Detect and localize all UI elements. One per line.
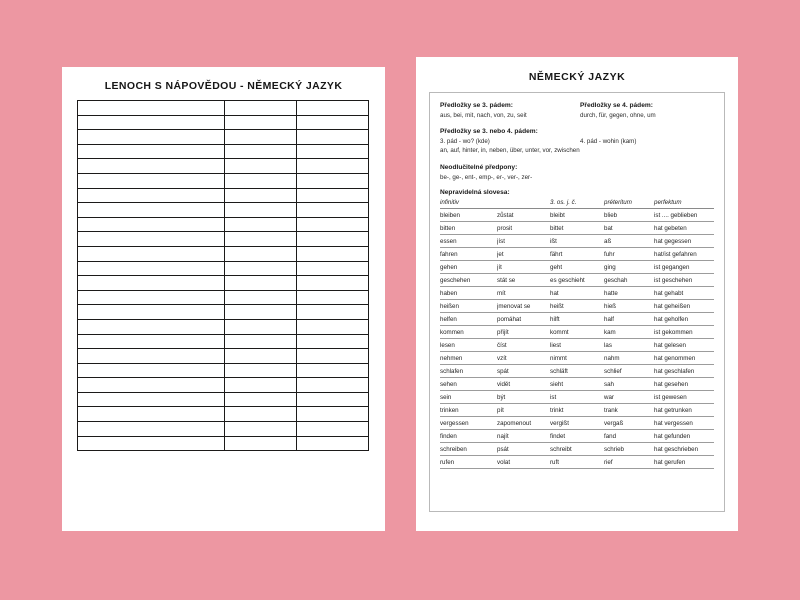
blank-grid-cell[interactable] — [225, 290, 297, 305]
verb-table-cell: přijít — [497, 326, 550, 339]
blank-grid-cell[interactable] — [297, 188, 369, 203]
blank-grid-row[interactable] — [78, 363, 369, 378]
verb-table-row — [440, 378, 714, 391]
prepositions-section — [440, 101, 714, 120]
verb-table-cell: hat/ist gefahren — [654, 248, 714, 261]
verb-table-cell: helfen — [440, 313, 497, 326]
prep-3or4-heading: Předložky se 3. nebo 4. pádem: — [440, 128, 538, 136]
blank-grid-cell[interactable] — [225, 144, 297, 159]
verb-table-cell: mít — [497, 287, 550, 300]
verb-table-cell: schläft — [550, 365, 604, 378]
verb-table-cell: ruft — [550, 456, 604, 469]
verb-table-cell: geschehen — [440, 274, 497, 287]
blank-grid-cell[interactable] — [225, 246, 297, 261]
blank-grid-body — [78, 101, 369, 451]
blank-grid-row[interactable] — [78, 173, 369, 188]
verb-table-column-header-4: perfektum — [654, 199, 714, 209]
irregular-verbs-section — [440, 189, 714, 469]
verb-table-cell: pít — [497, 404, 550, 417]
blank-grid-cell[interactable] — [297, 334, 369, 349]
verb-table-cell: las — [604, 339, 654, 352]
verb-table-row — [440, 261, 714, 274]
verb-table-cell: hat gesehen — [654, 378, 714, 391]
verb-table-row — [440, 248, 714, 261]
verb-table-cell: nehmen — [440, 352, 497, 365]
prepositions-values-row — [440, 111, 714, 120]
verb-table-row — [440, 404, 714, 417]
blank-grid-row[interactable] — [78, 144, 369, 159]
blank-grid-row[interactable] — [78, 436, 369, 451]
verb-table-cell: jmenovat se — [497, 300, 550, 313]
verb-table-cell: kam — [604, 326, 654, 339]
right-page-title: NĚMECKÝ JAZYK — [528, 71, 626, 83]
verb-table-cell: bat — [604, 222, 654, 235]
verb-table-cell: lesen — [440, 339, 497, 352]
blank-grid-cell[interactable] — [297, 349, 369, 364]
blank-grid-cell[interactable] — [225, 349, 297, 364]
blank-grid-cell[interactable] — [297, 422, 369, 437]
blank-grid-cell[interactable] — [297, 246, 369, 261]
blank-grid-row[interactable] — [78, 115, 369, 130]
prep-accusative-values: durch, für, gegen, ohne, um — [580, 111, 656, 119]
spacer-2 — [440, 156, 714, 163]
blank-grid-cell[interactable] — [78, 144, 225, 159]
verb-table-column-header-2: 3. os. j. č. — [550, 199, 604, 209]
prep-accusative-heading: Předložky se 4. pádem: — [580, 102, 653, 109]
blank-grid-cell[interactable] — [78, 101, 225, 116]
blank-grid-cell[interactable] — [297, 392, 369, 407]
blank-grid-cell[interactable] — [78, 130, 225, 145]
blank-grid-cell[interactable] — [78, 203, 225, 218]
verb-table-cell: jíst — [497, 235, 550, 248]
blank-grid-cell[interactable] — [78, 276, 225, 291]
blank-grid-cell[interactable] — [225, 261, 297, 276]
verb-table-cell: gehen — [440, 261, 497, 274]
verb-table-cell: hat gefunden — [654, 430, 714, 443]
verb-table-cell: schlafen — [440, 365, 497, 378]
verb-table-row — [440, 417, 714, 430]
blank-grid-cell[interactable] — [225, 173, 297, 188]
verb-table-cell: hat gehabt — [654, 287, 714, 300]
blank-grid-cell[interactable] — [225, 436, 297, 451]
verb-table-cell: trinkt — [550, 404, 604, 417]
verb-table-cell: být — [497, 391, 550, 404]
blank-grid-cell[interactable] — [297, 319, 369, 334]
verb-table-cell: prosit — [497, 222, 550, 235]
verb-table-cell: sah — [604, 378, 654, 391]
blank-grid-cell[interactable] — [297, 144, 369, 159]
blank-grid-row[interactable] — [78, 290, 369, 305]
blank-grid-cell[interactable] — [297, 305, 369, 320]
blank-grid-cell[interactable] — [225, 232, 297, 247]
verb-table-cell: schlief — [604, 365, 654, 378]
verb-table-cell: trank — [604, 404, 654, 417]
verb-table-row — [440, 274, 714, 287]
verb-table-cell: bitten — [440, 222, 497, 235]
verb-table-row — [440, 235, 714, 248]
verb-table-cell: spát — [497, 365, 550, 378]
blank-grid-row[interactable] — [78, 407, 369, 422]
verb-table-cell: vergaß — [604, 417, 654, 430]
verb-table-row — [440, 326, 714, 339]
blank-grid-cell[interactable] — [78, 305, 225, 320]
blank-grid-row[interactable] — [78, 334, 369, 349]
verb-table-cell: hat gerufen — [654, 456, 714, 469]
prep-case3-label: 3. pád - wo? (kde) — [440, 138, 490, 146]
left-page-title: LENOCH S NÁPOVĚDOU - NĚMECKÝ JAZYK — [104, 80, 343, 92]
verb-table-cell: ißt — [550, 235, 604, 248]
blank-grid-row[interactable] — [78, 349, 369, 364]
verb-table-cell: vergißt — [550, 417, 604, 430]
verb-table-cell: sein — [440, 391, 497, 404]
verb-table-cell: pomáhat — [497, 313, 550, 326]
verb-table-cell: vidět — [497, 378, 550, 391]
verb-table-cell: blieb — [604, 209, 654, 222]
verb-table-cell: schrieb — [604, 443, 654, 456]
blank-grid-cell[interactable] — [297, 232, 369, 247]
verb-table-cell: war — [604, 391, 654, 404]
verb-table-cell: fuhr — [604, 248, 654, 261]
blank-grid-cell[interactable] — [297, 290, 369, 305]
verb-table-row — [440, 222, 714, 235]
reference-content-box — [429, 92, 725, 512]
prepositions-heading-row — [440, 101, 714, 111]
blank-grid-cell[interactable] — [78, 363, 225, 378]
blank-grid-row[interactable] — [78, 217, 369, 232]
verb-table-cell: hilft — [550, 313, 604, 326]
blank-grid-row[interactable] — [78, 422, 369, 437]
verb-table-row — [440, 287, 714, 300]
blank-grid-row[interactable] — [78, 319, 369, 334]
blank-grid-cell[interactable] — [78, 349, 225, 364]
verb-table-row — [440, 391, 714, 404]
blank-grid-cell[interactable] — [225, 363, 297, 378]
prepositions-3or4-section — [440, 127, 714, 155]
verb-table-cell: kommt — [550, 326, 604, 339]
blank-grid-cell[interactable] — [297, 203, 369, 218]
verb-table-cell: ist — [550, 391, 604, 404]
irregular-verbs-table — [440, 199, 714, 469]
blank-grid-cell[interactable] — [297, 378, 369, 393]
blank-grid-row[interactable] — [78, 159, 369, 174]
prep-3or4-list: an, auf, hinter, in, neben, über, unter, vor, zwischen — [440, 147, 580, 155]
verb-table-cell: fahren — [440, 248, 497, 261]
verb-table-cell: ist geschehen — [654, 274, 714, 287]
verb-table-cell: číst — [497, 339, 550, 352]
verb-table-header-row — [440, 199, 714, 209]
verb-table-cell: rufen — [440, 456, 497, 469]
verb-table-cell: sieht — [550, 378, 604, 391]
blank-grid-cell[interactable] — [225, 203, 297, 218]
verb-table-row — [440, 365, 714, 378]
verb-table-cell: trinken — [440, 404, 497, 417]
verb-table-cell: essen — [440, 235, 497, 248]
verb-table-row — [440, 339, 714, 352]
verb-table-row — [440, 209, 714, 222]
verb-table-row — [440, 352, 714, 365]
blank-grid-cell[interactable] — [225, 305, 297, 320]
blank-grid-cell[interactable] — [297, 173, 369, 188]
verb-table-cell: hat geschlafen — [654, 365, 714, 378]
blank-grid-cell[interactable] — [297, 115, 369, 130]
blank-grid-cell[interactable] — [78, 290, 225, 305]
verb-table-column-header-0: infinitiv — [440, 199, 497, 209]
prep-3or4-case-row — [440, 137, 714, 146]
verb-table-cell: ist gewesen — [654, 391, 714, 404]
left-page-sheet — [62, 67, 385, 531]
verb-table-cell: stát se — [497, 274, 550, 287]
blank-grid-cell[interactable] — [78, 188, 225, 203]
blank-grid-cell[interactable] — [225, 422, 297, 437]
verb-table-column-header-1 — [497, 199, 550, 209]
verb-table-cell: heißen — [440, 300, 497, 313]
verb-table-cell: fährt — [550, 248, 604, 261]
blank-grid-cell[interactable] — [225, 101, 297, 116]
verb-table-cell: ging — [604, 261, 654, 274]
verb-table-cell: schreibt — [550, 443, 604, 456]
blank-grid-row[interactable] — [78, 392, 369, 407]
verb-table-cell: kommen — [440, 326, 497, 339]
verb-table-cell: findet — [550, 430, 604, 443]
verb-table-cell: schreiben — [440, 443, 497, 456]
verb-table-cell: najít — [497, 430, 550, 443]
verb-table-cell: heißt — [550, 300, 604, 313]
verb-table-cell: geht — [550, 261, 604, 274]
blank-grid-cell[interactable] — [225, 319, 297, 334]
verb-table-row — [440, 443, 714, 456]
verb-table-cell: hat genommen — [654, 352, 714, 365]
blank-grid-row[interactable] — [78, 188, 369, 203]
blank-grid-row[interactable] — [78, 101, 369, 116]
blank-grid-cell[interactable] — [297, 407, 369, 422]
prefixes-section — [440, 163, 714, 182]
verb-table-cell: finden — [440, 430, 497, 443]
prep-case4-label: 4. pád - wohin (kam) — [580, 138, 637, 146]
verb-table-cell: hat gebeten — [654, 222, 714, 235]
blank-grid-cell[interactable] — [78, 436, 225, 451]
blank-grid-cell[interactable] — [225, 378, 297, 393]
verb-table-cell: bleibt — [550, 209, 604, 222]
verb-table-cell: half — [604, 313, 654, 326]
blank-grid-row[interactable] — [78, 246, 369, 261]
verb-table-cell: vergessen — [440, 417, 497, 430]
blank-grid-cell[interactable] — [225, 217, 297, 232]
verb-table-cell: nimmt — [550, 352, 604, 365]
blank-worksheet-grid[interactable] — [77, 100, 369, 451]
verb-table-cell: hat geschrieben — [654, 443, 714, 456]
verb-table-cell: hieß — [604, 300, 654, 313]
spacer-1 — [440, 120, 714, 127]
irregular-verbs-heading: Nepravidelná slovesa: — [440, 188, 510, 196]
verb-table-head — [440, 199, 714, 209]
prefixes-heading: Neodlučitelné předpony: — [440, 163, 518, 171]
prep-dative-heading: Předložky se 3. pádem: — [440, 102, 513, 109]
blank-grid-cell[interactable] — [225, 334, 297, 349]
blank-grid-cell[interactable] — [78, 422, 225, 437]
blank-grid-cell[interactable] — [78, 378, 225, 393]
blank-grid-cell[interactable] — [78, 217, 225, 232]
blank-grid-cell[interactable] — [78, 173, 225, 188]
prep-dative-values: aus, bei, mit, nach, von, zu, seit — [440, 111, 527, 119]
verb-table-row — [440, 430, 714, 443]
blank-grid-row[interactable] — [78, 261, 369, 276]
verb-table-cell: hat geholfen — [654, 313, 714, 326]
verb-table-cell: jet — [497, 248, 550, 261]
verb-table-cell: zůstat — [497, 209, 550, 222]
blank-grid-cell[interactable] — [225, 407, 297, 422]
blank-grid-cell[interactable] — [78, 115, 225, 130]
blank-grid-cell[interactable] — [297, 217, 369, 232]
blank-grid-row[interactable] — [78, 305, 369, 320]
blank-grid-row[interactable] — [78, 378, 369, 393]
blank-grid-cell[interactable] — [297, 130, 369, 145]
blank-grid-cell[interactable] — [78, 334, 225, 349]
verb-table-cell: hat getrunken — [654, 404, 714, 417]
blank-grid-cell[interactable] — [225, 130, 297, 145]
verb-table-cell: psát — [497, 443, 550, 456]
verb-table-cell: hat gegessen — [654, 235, 714, 248]
blank-grid-cell[interactable] — [78, 246, 225, 261]
verb-table-cell: geschah — [604, 274, 654, 287]
verb-table-cell: rief — [604, 456, 654, 469]
verb-table-cell: hat gelesen — [654, 339, 714, 352]
verb-table-cell: sehen — [440, 378, 497, 391]
right-page-sheet — [416, 57, 738, 531]
verb-table-cell: aß — [604, 235, 654, 248]
verb-table-cell: fand — [604, 430, 654, 443]
verb-table-cell: hat vergessen — [654, 417, 714, 430]
blank-grid-cell[interactable] — [225, 115, 297, 130]
blank-grid-cell[interactable] — [78, 319, 225, 334]
blank-grid-cell[interactable] — [225, 392, 297, 407]
verb-table-cell: haben — [440, 287, 497, 300]
verb-table-cell: bittet — [550, 222, 604, 235]
verb-table-cell: hat — [550, 287, 604, 300]
verb-table-cell: bleiben — [440, 209, 497, 222]
blank-grid-cell[interactable] — [297, 159, 369, 174]
verb-table-cell: vzít — [497, 352, 550, 365]
verb-table-body — [440, 209, 714, 469]
blank-grid-cell[interactable] — [297, 101, 369, 116]
blank-grid-cell[interactable] — [225, 276, 297, 291]
blank-grid-cell[interactable] — [78, 159, 225, 174]
blank-grid-cell[interactable] — [297, 276, 369, 291]
spacer-3 — [440, 182, 714, 189]
prefixes-list: be-, ge-, ent-, emp-, er-, ver-, zer- — [440, 173, 533, 181]
verb-table-cell: volat — [497, 456, 550, 469]
blank-grid-cell[interactable] — [297, 261, 369, 276]
verb-table-cell: nahm — [604, 352, 654, 365]
verb-table-column-header-3: préteritum — [604, 199, 654, 209]
blank-grid-cell[interactable] — [78, 392, 225, 407]
verb-table-row — [440, 456, 714, 469]
verb-table-row — [440, 313, 714, 326]
verb-table-cell: jít — [497, 261, 550, 274]
blank-grid-cell[interactable] — [78, 407, 225, 422]
verb-table-cell: ist .... geblieben — [654, 209, 714, 222]
verb-table-row — [440, 300, 714, 313]
blank-grid-row[interactable] — [78, 232, 369, 247]
verb-table-cell: liest — [550, 339, 604, 352]
blank-grid-cell[interactable] — [225, 159, 297, 174]
verb-table-cell: hatte — [604, 287, 654, 300]
verb-table-cell: zapomenout — [497, 417, 550, 430]
blank-grid-cell[interactable] — [78, 232, 225, 247]
blank-grid-row[interactable] — [78, 276, 369, 291]
verb-table-cell: ist gekommen — [654, 326, 714, 339]
blank-grid-cell[interactable] — [78, 261, 225, 276]
blank-grid-row[interactable] — [78, 130, 369, 145]
blank-grid-cell[interactable] — [225, 188, 297, 203]
verb-table-cell: hat geheißen — [654, 300, 714, 313]
blank-grid-row[interactable] — [78, 203, 369, 218]
blank-grid-cell[interactable] — [297, 363, 369, 378]
blank-grid-cell[interactable] — [297, 436, 369, 451]
verb-table-cell: ist gegangen — [654, 261, 714, 274]
verb-table-cell: es geschieht — [550, 274, 604, 287]
